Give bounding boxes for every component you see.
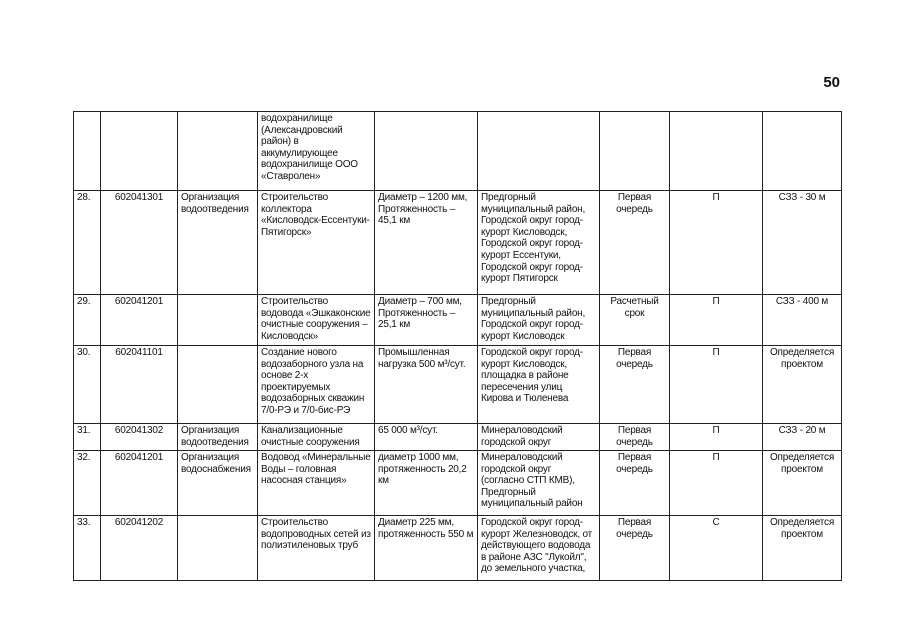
- cell-location: Городской округ город-курорт Железноводск, от действующего водовода в районе АЗС "Лукойл", до земельного участка,: [478, 516, 600, 581]
- cell-name: водохранилище (Александровский район) в аккумулирующее водохранилище ООО «Ставролен»: [258, 112, 375, 191]
- page-number: 50: [823, 74, 840, 91]
- cell-location: [478, 112, 600, 191]
- cell-num: 31.: [74, 424, 101, 451]
- cell-code: 602041202: [101, 516, 178, 581]
- cell-zone: Определяется проектом: [763, 516, 842, 581]
- cell-code: 602041302: [101, 424, 178, 451]
- cell-location: Городской округ город-курорт Кисловодск, площадка в районе пересечения улиц Кирова и Тюленева: [478, 346, 600, 424]
- cell-zone: Определяется проектом: [763, 451, 842, 516]
- cell-num: 29.: [74, 295, 101, 346]
- cell-status: П: [670, 451, 763, 516]
- cell-params: Диаметр 225 мм, протяженность 550 м: [375, 516, 478, 581]
- cell-status: С: [670, 516, 763, 581]
- cell-params: 65 000 м³/сут.: [375, 424, 478, 451]
- cell-code: 602041201: [101, 451, 178, 516]
- cell-zone: СЗЗ - 20 м: [763, 424, 842, 451]
- cell-code: 602041101: [101, 346, 178, 424]
- cell-location: Минераловодский городской округ (согласно СТП КМВ), Предгорный муниципальный район: [478, 451, 600, 516]
- cell-stage: Первая очередь: [600, 346, 670, 424]
- cell-zone: СЗЗ - 400 м: [763, 295, 842, 346]
- cell-stage: Первая очередь: [600, 516, 670, 581]
- table-row: [74, 295, 842, 346]
- cell-status: П: [670, 295, 763, 346]
- cell-org: [178, 295, 258, 346]
- cell-zone: Определяется проектом: [763, 346, 842, 424]
- cell-status: П: [670, 346, 763, 424]
- cell-name: Строительство коллектора «Кисловодск-Ессентуки-Пятигорск»: [258, 191, 375, 295]
- cell-name: Строительство водопроводных сетей из полиэтиленовых труб: [258, 516, 375, 581]
- cell-stage: Первая очередь: [600, 424, 670, 451]
- table-row: [74, 346, 842, 424]
- cell-params: [375, 112, 478, 191]
- cell-name: Строительство водовода «Эшкаконские очистные сооружения – Кисловодск»: [258, 295, 375, 346]
- cell-code: 602041301: [101, 191, 178, 295]
- cell-stage: [600, 112, 670, 191]
- cell-params: Промышленная нагрузка 500 м³/сут.: [375, 346, 478, 424]
- cell-location: Предгорный муниципальный район, Городской округ город-курорт Кисловодск: [478, 295, 600, 346]
- cell-name: Водовод «Минеральные Воды – головная насосная станция»: [258, 451, 375, 516]
- cell-org: Организация водоотведения: [178, 424, 258, 451]
- table-row: [74, 516, 842, 581]
- cell-stage: Первая очередь: [600, 451, 670, 516]
- cell-org: [178, 112, 258, 191]
- cell-num: 30.: [74, 346, 101, 424]
- cell-name: Канализационные очистные сооружения: [258, 424, 375, 451]
- cell-location: Минераловодский городской округ: [478, 424, 600, 451]
- cell-num: 32.: [74, 451, 101, 516]
- cell-name: Создание нового водозаборного узла на основе 2-х проектируемых водозаборных скважин 7/0-РЭ и 7/0-бис-РЭ: [258, 346, 375, 424]
- cell-stage: Расчетный срок: [600, 295, 670, 346]
- cell-zone: СЗЗ - 30 м: [763, 191, 842, 295]
- cell-org: [178, 516, 258, 581]
- cell-num: 28.: [74, 191, 101, 295]
- table-row: [74, 451, 842, 516]
- table-row-continuation: [74, 112, 842, 191]
- table-row: [74, 191, 842, 295]
- cell-num: [74, 112, 101, 191]
- cell-org: Организация водоснабжения: [178, 451, 258, 516]
- cell-params: Диаметр – 1200 мм, Протяженность – 45,1 км: [375, 191, 478, 295]
- cell-params: Диаметр – 700 мм, Протяженность – 25,1 км: [375, 295, 478, 346]
- cell-zone: [763, 112, 842, 191]
- cell-code: [101, 112, 178, 191]
- cell-code: 602041201: [101, 295, 178, 346]
- cell-org: Организация водоотведения: [178, 191, 258, 295]
- cell-status: П: [670, 191, 763, 295]
- cell-org: [178, 346, 258, 424]
- cell-num: 33.: [74, 516, 101, 581]
- objects-table: [73, 111, 842, 581]
- cell-location: Предгорный муниципальный район, Городской округ город-курорт Кисловодск, Городской округ город-курорт Ессентуки, Городской округ город-курорт Пятигорск: [478, 191, 600, 295]
- cell-status: П: [670, 424, 763, 451]
- table-row: [74, 424, 842, 451]
- cell-status: [670, 112, 763, 191]
- cell-stage: Первая очередь: [600, 191, 670, 295]
- cell-params: диаметр 1000 мм, протяженность 20,2 км: [375, 451, 478, 516]
